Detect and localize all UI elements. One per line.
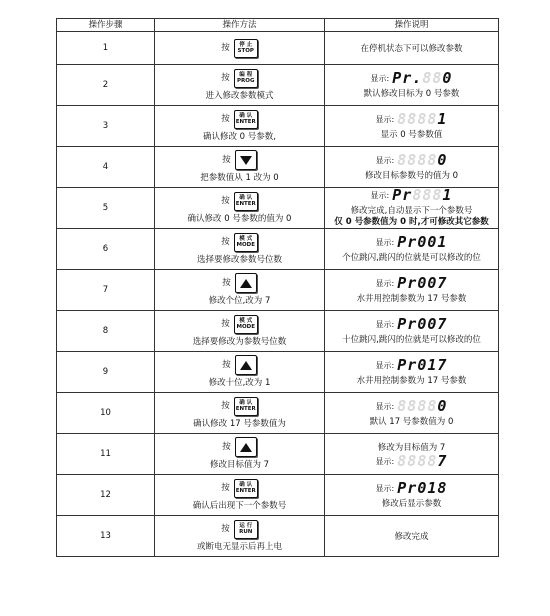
press-label: 按: [221, 523, 230, 534]
description-note: 默认修改目标为 0 号参数: [363, 88, 460, 99]
enter-key-icon: [234, 479, 258, 498]
press-instruction: [221, 397, 258, 416]
operation-text: 进入修改参数模式: [205, 90, 274, 101]
operation-method-cell: [155, 65, 325, 106]
press-label: 按: [221, 482, 230, 493]
display-readout: [375, 109, 448, 128]
header-description: 操作说明: [325, 19, 499, 32]
press-instruction: [222, 437, 257, 457]
up-arrow-key-icon: [235, 273, 257, 293]
operation-method-cell: [155, 434, 325, 475]
mode-key-icon: [234, 233, 258, 252]
display-readout: [371, 188, 453, 203]
description-note: 修改完成: [394, 532, 429, 542]
operation-text: 修改个位,改为 7: [208, 296, 271, 306]
display-readout: [375, 150, 448, 169]
operation-text: 选择要修改为参数号位数: [192, 336, 287, 347]
table-row: [57, 311, 499, 352]
prog-key-icon: [234, 69, 258, 88]
operation-description: [325, 109, 498, 141]
description-note: 水井用控制参数为 17 号参数: [356, 293, 467, 304]
step-number: 4: [57, 147, 155, 188]
press-instruction: [221, 69, 258, 88]
seven-segment-display: [397, 314, 448, 333]
operation-description: [325, 478, 498, 510]
operation-description-cell: [325, 65, 499, 106]
operation-description: [325, 314, 498, 346]
operation-text: 选择要修改参数号位数: [196, 254, 282, 265]
run-key-icon: [234, 520, 258, 539]
operation-text: 修改目标值为 7: [209, 460, 270, 470]
step-number: 8: [57, 311, 155, 352]
up-arrow-key-icon: [235, 437, 257, 457]
enter-key-icon: [234, 397, 258, 416]
operation-method-cell: [155, 475, 325, 516]
key-label-en: ENTER: [235, 488, 256, 494]
press-label: 按: [221, 400, 230, 411]
operation-description-cell: [325, 475, 499, 516]
display-label: 显示:: [375, 114, 395, 124]
operation-method-cell: [155, 188, 325, 229]
enter-key-icon: [234, 192, 258, 211]
press-label: 按: [222, 359, 231, 370]
operation-description: [325, 396, 498, 428]
description-note: 个位跳闪,跳闪的位就是可以修改的位: [342, 252, 481, 263]
lit-segments: 0: [437, 150, 448, 169]
press-instruction: [221, 110, 258, 129]
mode-key-icon: [234, 315, 258, 334]
lit-segments: Pr001: [397, 232, 448, 251]
display-label: 显示:: [375, 155, 395, 165]
operation-description-cell: [325, 229, 499, 270]
step-number: 12: [57, 475, 155, 516]
unlit-segments: 8888: [397, 451, 438, 470]
operation-method: [155, 355, 324, 389]
lit-segments: 1: [437, 109, 448, 128]
lit-segments: Pr017: [397, 355, 448, 374]
operation-description-cell: [325, 188, 499, 229]
operation-method-cell: [155, 147, 325, 188]
operation-description: [325, 68, 498, 100]
display-label: 显示:: [375, 401, 395, 411]
display-label: 显示:: [375, 278, 395, 288]
seven-segment-display: [397, 150, 448, 169]
description-note: 修改目标参数号的值为 0: [364, 170, 459, 181]
unlit-segments: 88: [422, 68, 443, 87]
operation-text: 确认修改 0 号参数,: [202, 131, 276, 142]
seven-segment-display: [397, 273, 448, 292]
operation-description-cell: [325, 352, 499, 393]
table-row: [57, 393, 499, 434]
operation-method: [155, 69, 324, 102]
unlit-segments: 8888: [397, 109, 438, 128]
display-label: 显示:: [375, 483, 395, 493]
operation-description: [325, 188, 498, 228]
table-row: [57, 147, 499, 188]
operation-method: [155, 397, 324, 430]
header-step: 操作步骤: [57, 19, 155, 32]
lit-segments: 7: [437, 451, 448, 470]
operation-text: 修改十位,改为 1: [208, 378, 271, 388]
operation-description: [325, 273, 498, 305]
lit-segments: 0: [442, 68, 453, 87]
operation-description-cell: [325, 32, 499, 65]
up-arrow-key-icon: [235, 355, 257, 375]
display-label: 显示:: [370, 73, 390, 83]
press-instruction: [222, 355, 257, 375]
operation-method-cell: [155, 393, 325, 434]
step-number: 7: [57, 270, 155, 311]
lit-segments: 0: [437, 396, 448, 415]
description-note: 修改为目标值为 7: [377, 442, 446, 453]
display-readout: [375, 451, 448, 470]
enter-key-icon: [234, 110, 258, 129]
display-readout: [370, 68, 453, 87]
key-label-en: ENTER: [235, 119, 256, 125]
step-number: 6: [57, 229, 155, 270]
operation-description-cell: [325, 147, 499, 188]
operation-method-cell: [155, 229, 325, 270]
key-label-en: MODE: [236, 324, 255, 330]
operation-text: 把参数值从 1 改为 0: [200, 173, 279, 183]
lit-segments: Pr.: [392, 68, 423, 87]
press-label: 按: [221, 318, 230, 329]
operation-method: [155, 437, 324, 471]
operation-description-cell: [325, 516, 499, 557]
press-label: 按: [221, 195, 230, 206]
table-row: [57, 65, 499, 106]
key-label-cn: 模 式: [239, 235, 253, 242]
operation-description-cell: [325, 393, 499, 434]
display-label: 显示:: [370, 191, 390, 200]
operation-method: [155, 520, 324, 553]
operation-description: [325, 355, 498, 387]
display-readout: [375, 273, 448, 292]
warning-note: 仅 0 号参数值为 0 时,才可修改其它参数: [334, 217, 489, 227]
key-label-cn: 确 认: [239, 481, 253, 488]
display-readout: [375, 232, 448, 251]
down-arrow-key-icon: [235, 150, 257, 170]
lit-segments: Pr018: [397, 478, 448, 497]
press-label: 按: [222, 441, 231, 452]
seven-segment-display: [392, 68, 453, 87]
press-label: 按: [221, 42, 230, 53]
table-row: [57, 229, 499, 270]
operation-method: [155, 110, 324, 143]
display-readout: [375, 314, 448, 333]
operation-method-cell: [155, 32, 325, 65]
key-label-cn: 模 式: [239, 317, 253, 324]
operation-method-cell: [155, 516, 325, 557]
table-row: [57, 352, 499, 393]
header-method: 操作方法: [155, 19, 325, 32]
key-label-cn: 确 认: [239, 399, 253, 406]
press-instruction: [221, 39, 258, 58]
operation-text: 或断电无显示后再上电: [196, 541, 282, 552]
operation-description: [325, 150, 498, 182]
table-row: [57, 434, 499, 475]
operation-steps-table: [56, 18, 499, 557]
description-note: 在停机状态下可以修改参数: [360, 44, 463, 54]
description-note: 修改完成,自动显示下一个参数号: [350, 206, 473, 216]
operation-description: [325, 232, 498, 264]
operation-description-cell: [325, 106, 499, 147]
operation-description: [325, 41, 498, 55]
press-label: 按: [222, 277, 231, 288]
step-number: 3: [57, 106, 155, 147]
step-number: 10: [57, 393, 155, 434]
operation-method: [155, 192, 324, 225]
operation-method-cell: [155, 106, 325, 147]
key-label-en: PROG: [237, 78, 255, 84]
press-label: 按: [221, 113, 230, 124]
operation-method-cell: [155, 352, 325, 393]
display-label: 显示:: [375, 360, 395, 370]
seven-segment-display: [397, 478, 448, 497]
step-number: 2: [57, 65, 155, 106]
lit-segments: Pr007: [397, 273, 448, 292]
description-note: 水井用控制参数为 17 号参数: [356, 375, 467, 386]
operation-text: 确认修改 17 号参数值为: [193, 418, 286, 429]
key-label-cn: 确 认: [239, 194, 253, 201]
key-label-en: MODE: [236, 242, 255, 248]
press-instruction: [221, 520, 258, 539]
press-label: 按: [221, 72, 230, 83]
seven-segment-display: [397, 355, 448, 374]
key-label-cn: 编 程: [239, 71, 253, 78]
operation-method: [155, 233, 324, 266]
key-label-en: ENTER: [235, 406, 256, 412]
stop-key-icon: [234, 39, 258, 58]
unlit-segments: 888: [412, 186, 443, 204]
display-label: 显示:: [375, 456, 395, 466]
table-row: [57, 516, 499, 557]
operation-method: [155, 315, 324, 348]
table-row: [57, 475, 499, 516]
operation-description: [325, 440, 498, 469]
description-note: 修改后显示参数: [381, 498, 442, 509]
table-row: [57, 270, 499, 311]
display-label: 显示:: [375, 237, 395, 247]
step-number: 5: [57, 188, 155, 229]
lit-segments: 1: [442, 186, 453, 204]
operation-method-cell: [155, 311, 325, 352]
key-label-en: ENTER: [235, 201, 256, 207]
seven-segment-display: [392, 188, 452, 203]
press-instruction: [222, 273, 257, 293]
step-number: 11: [57, 434, 155, 475]
table-row: [57, 106, 499, 147]
table-header-row: [57, 19, 499, 32]
operation-method-cell: [155, 270, 325, 311]
operation-description-cell: [325, 270, 499, 311]
operation-description-cell: [325, 434, 499, 475]
unlit-segments: 8888: [397, 396, 438, 415]
operation-method: [155, 150, 324, 184]
seven-segment-display: [397, 396, 448, 415]
table-row: [57, 32, 499, 65]
operation-description: [325, 529, 498, 543]
display-readout: [375, 478, 448, 497]
key-label-cn: 运 行: [239, 522, 253, 529]
step-number: 13: [57, 516, 155, 557]
seven-segment-display: [397, 451, 448, 470]
unlit-segments: 8888: [397, 150, 438, 169]
lit-segments: Pr: [392, 186, 413, 204]
press-label: 按: [221, 236, 230, 247]
display-readout: [375, 355, 448, 374]
operation-text: 确认修改 0 号参数的值为 0: [187, 213, 292, 224]
press-instruction: [221, 233, 258, 252]
lit-segments: Pr007: [397, 314, 448, 333]
operation-method: [155, 479, 324, 512]
key-label-en: STOP: [237, 48, 254, 54]
display-label: 显示:: [375, 319, 395, 329]
seven-segment-display: [397, 109, 448, 128]
step-number: 1: [57, 32, 155, 65]
operation-method: [155, 39, 324, 58]
press-label: 按: [222, 154, 231, 165]
key-label-en: RUN: [239, 529, 253, 535]
press-instruction: [221, 479, 258, 498]
press-instruction: [221, 315, 258, 334]
operation-text: 确认后出现下一个参数号: [192, 500, 287, 511]
press-instruction: [222, 150, 257, 170]
table-row: [57, 188, 499, 229]
description-note: 十位跳闪,跳闪的位就是可以修改的位: [342, 334, 481, 345]
operation-method: [155, 273, 324, 307]
press-instruction: [221, 192, 258, 211]
key-label-cn: 停 止: [239, 41, 253, 48]
key-label-cn: 确 认: [239, 112, 253, 119]
step-number: 9: [57, 352, 155, 393]
operation-description-cell: [325, 311, 499, 352]
description-note: 默认 17 号参数值为 0: [369, 416, 454, 427]
description-note: 显示 0 号参数值: [380, 129, 443, 140]
display-readout: [375, 396, 448, 415]
seven-segment-display: [397, 232, 448, 251]
